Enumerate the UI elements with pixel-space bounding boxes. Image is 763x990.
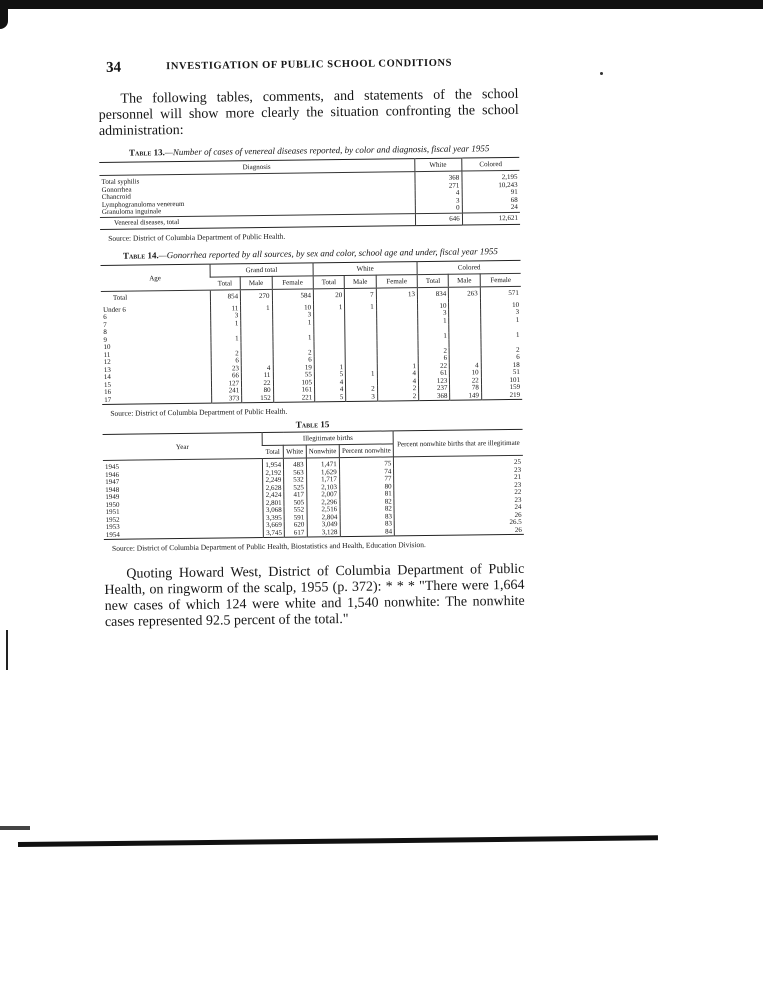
cell-total: 2,801 bbox=[263, 499, 284, 507]
cell-nonwhite: 2,296 bbox=[306, 499, 339, 507]
cell-percent: 84 bbox=[340, 528, 395, 537]
cell-white: 368 bbox=[414, 171, 461, 183]
cell-pct_illeg: 26 bbox=[394, 511, 523, 520]
table-cell: 1 bbox=[210, 320, 241, 328]
page-header bbox=[98, 53, 518, 80]
table14-subheader: Total bbox=[417, 274, 448, 287]
table-cell: 10 bbox=[450, 369, 481, 377]
table-cell: 22 bbox=[450, 377, 481, 385]
row-label: 11 bbox=[103, 350, 111, 359]
table-cell: 2 bbox=[273, 349, 315, 357]
cell-total: 1,954 bbox=[262, 458, 283, 469]
cell-total: 2,249 bbox=[263, 477, 284, 485]
total-cell: 13 bbox=[376, 288, 418, 300]
cell-percent: 75 bbox=[339, 457, 394, 469]
total-cell: 571 bbox=[480, 286, 521, 297]
row-year: 1945 bbox=[104, 462, 120, 471]
table-cell: 1 bbox=[346, 371, 377, 379]
cell-percent: 74 bbox=[339, 468, 394, 476]
cell-white: 617 bbox=[284, 529, 307, 537]
row-label: Chancroid bbox=[101, 192, 131, 201]
table-cell: 3 bbox=[418, 310, 449, 318]
cell-percent: 82 bbox=[340, 505, 395, 513]
table-cell: 101 bbox=[481, 376, 522, 384]
row-label: 15 bbox=[103, 380, 112, 389]
row-label: Gonorrhea bbox=[101, 185, 132, 194]
table14-label: Table 14. bbox=[122, 250, 159, 261]
row-label: 9 bbox=[103, 335, 107, 344]
total-label: Venereal diseases, total bbox=[100, 213, 415, 229]
row-year: 1951 bbox=[105, 507, 120, 516]
table15-header-white: White bbox=[283, 445, 306, 458]
table13-label: Table 13. bbox=[128, 147, 165, 158]
table15-header-percent-illegitimate: Percent nonwhite births that are illegitimate bbox=[393, 429, 522, 457]
table-cell: 6 bbox=[418, 355, 449, 363]
table-cell: 241 bbox=[211, 387, 242, 395]
scan-bottom-border bbox=[18, 835, 658, 847]
cell-percent: 83 bbox=[340, 520, 395, 528]
cell-pct_illeg: 21 bbox=[394, 474, 523, 483]
table-cell: 4 bbox=[377, 370, 419, 378]
table-cell: 6 bbox=[273, 356, 315, 364]
total-white: 646 bbox=[415, 213, 462, 226]
cell-total: 3,068 bbox=[263, 507, 284, 515]
table-cell: 1 bbox=[418, 317, 449, 325]
table-cell: 4 bbox=[315, 386, 346, 394]
table15-header-year: Year bbox=[103, 433, 263, 461]
scan-speck bbox=[600, 72, 603, 75]
scan-top-border bbox=[0, 0, 763, 9]
cell-nonwhite: 3,128 bbox=[307, 529, 340, 537]
quote-paragraph: Quoting Howard West, District of Columbia Department of Public Health, on ringworm of the scalp, 1955 (p. 372): * * * "There were 1,664 new cases of which 124 were white and 1,540 nonwhite: The nonwhite cases represented 92.5 percent of the total." bbox=[104, 561, 525, 630]
total-cell: 263 bbox=[449, 287, 481, 298]
table15-source: Source: District of Columbia Department of Public Health, Biostatistics and Health, Education Division. bbox=[111, 540, 426, 553]
row-year: 1950 bbox=[105, 500, 120, 509]
table-cell: 22 bbox=[242, 379, 273, 387]
cell-nonwhite: 1,629 bbox=[306, 469, 339, 477]
cell-white: 3 bbox=[415, 197, 462, 205]
table-cell: 2 bbox=[346, 386, 377, 394]
table-cell: 149 bbox=[450, 392, 482, 400]
table-cell: 11 bbox=[210, 305, 241, 313]
cell-pct_illeg: 24 bbox=[394, 504, 523, 513]
table-cell: 22 bbox=[418, 362, 449, 370]
cell-pct_illeg: 25 bbox=[394, 455, 523, 468]
row-label: 10 bbox=[103, 342, 111, 351]
table-cell: 161 bbox=[273, 386, 315, 394]
table13-header-diagnosis: Diagnosis bbox=[99, 159, 414, 176]
table-cell: 4 bbox=[450, 362, 481, 370]
cell-percent: 82 bbox=[340, 498, 395, 506]
table14-subheader: Male bbox=[344, 275, 376, 288]
table14-header-white: White bbox=[313, 262, 417, 276]
cell-white: 563 bbox=[284, 469, 307, 477]
cell-pct_illeg: 23 bbox=[394, 496, 523, 505]
total-label: Total bbox=[112, 293, 128, 302]
table-cell: 105 bbox=[273, 379, 315, 387]
cell-total: 3,669 bbox=[263, 522, 284, 530]
table-cell: 1 bbox=[345, 303, 376, 311]
table-cell: 6 bbox=[481, 354, 522, 362]
table13-header-white: White bbox=[414, 158, 461, 172]
cell-pct_illeg: 26.5 bbox=[394, 519, 523, 528]
cell-white: 4 bbox=[415, 190, 462, 198]
table-cell: 159 bbox=[481, 384, 522, 392]
table-cell: 2 bbox=[481, 346, 522, 354]
row-label: 8 bbox=[103, 327, 107, 336]
row-year: 1948 bbox=[105, 485, 120, 494]
cell-nonwhite: 1,717 bbox=[306, 476, 339, 484]
cell-nonwhite: 2,804 bbox=[307, 514, 340, 522]
row-label: 13 bbox=[103, 365, 111, 374]
cell-percent: 83 bbox=[340, 513, 395, 521]
cell-percent: 77 bbox=[339, 475, 394, 483]
table-cell: 368 bbox=[419, 392, 450, 400]
cell-colored: 91 bbox=[462, 189, 520, 197]
cell-total: 2,424 bbox=[263, 492, 284, 500]
table-cell: 10 bbox=[480, 301, 521, 309]
total-cell: 854 bbox=[210, 290, 241, 301]
table-cell: 19 bbox=[273, 364, 315, 372]
cell-colored: 10,243 bbox=[462, 181, 520, 189]
row-year: 1947 bbox=[105, 477, 120, 486]
total-cell: 834 bbox=[417, 287, 448, 298]
cell-white: 483 bbox=[284, 458, 307, 469]
table14-subheader: Female bbox=[272, 276, 314, 290]
table-cell: 11 bbox=[241, 372, 272, 380]
table-cell: 6 bbox=[211, 357, 242, 365]
cell-percent: 81 bbox=[340, 490, 395, 498]
cell-nonwhite: 2,007 bbox=[306, 491, 339, 499]
table-cell: 55 bbox=[273, 371, 315, 379]
cell-nonwhite: 2,103 bbox=[306, 484, 339, 492]
cell-colored: 24 bbox=[462, 204, 520, 213]
total-colored: 12,621 bbox=[462, 212, 520, 225]
row-label: 7 bbox=[103, 320, 107, 329]
row-label: 17 bbox=[104, 395, 112, 404]
table-cell: 2 bbox=[377, 385, 419, 393]
table15-header-nonwhite: Nonwhite bbox=[306, 445, 339, 458]
table-cell: 1 bbox=[211, 335, 242, 343]
table-cell: 10 bbox=[418, 302, 449, 310]
total-cell: 270 bbox=[240, 289, 272, 300]
table-cell: 3 bbox=[272, 311, 314, 319]
row-label: 6 bbox=[103, 312, 107, 321]
row-year: 1946 bbox=[105, 470, 120, 479]
cell-white: 591 bbox=[284, 514, 307, 522]
table-cell: 219 bbox=[481, 391, 522, 399]
table13 bbox=[99, 157, 520, 230]
table14-subheader: Female bbox=[376, 275, 418, 289]
total-cell: 7 bbox=[345, 288, 377, 299]
table-cell: 221 bbox=[273, 394, 315, 403]
cell-pct_illeg: 22 bbox=[394, 489, 523, 498]
table-cell: 1 bbox=[377, 363, 419, 371]
table-cell: 127 bbox=[211, 380, 242, 388]
cell-nonwhite: 3,049 bbox=[307, 521, 340, 529]
scan-edge-mark bbox=[0, 630, 8, 670]
table-cell: 1 bbox=[481, 331, 522, 339]
cell-white: 505 bbox=[284, 499, 307, 507]
table-cell: 2 bbox=[418, 347, 449, 355]
cell-nonwhite: 2,516 bbox=[307, 506, 340, 514]
table-cell: 80 bbox=[242, 387, 273, 395]
row-year: 1949 bbox=[105, 492, 120, 501]
cell-total: 3,745 bbox=[263, 529, 284, 537]
cell-total: 3,395 bbox=[263, 514, 284, 522]
table14-subheader: Male bbox=[449, 274, 481, 287]
cell-white: 552 bbox=[284, 506, 307, 514]
table-cell: 5 bbox=[315, 393, 346, 401]
table-cell: 1 bbox=[314, 363, 345, 371]
table14-subheader: Female bbox=[480, 273, 521, 286]
document-page bbox=[98, 53, 525, 631]
table-cell: 66 bbox=[211, 372, 242, 380]
table14-subheader: Male bbox=[240, 276, 272, 289]
cell-white: 271 bbox=[415, 182, 462, 190]
table14-caption bbox=[100, 246, 520, 261]
table-cell: 23 bbox=[211, 365, 242, 373]
table-cell: 373 bbox=[211, 395, 242, 403]
table13-header-colored: Colored bbox=[461, 157, 519, 171]
total-cell: 584 bbox=[272, 289, 314, 301]
table13-source: Source: District of Columbia Department of Public Health. bbox=[108, 231, 286, 243]
row-label: Lymphogranuloma venereum bbox=[101, 199, 185, 209]
cell-pct_illeg: 23 bbox=[394, 466, 523, 475]
table14-header-grand-total: Grand total bbox=[210, 263, 313, 277]
table-cell: 1 bbox=[418, 332, 449, 340]
cell-total: 2,192 bbox=[263, 469, 284, 477]
scan-bottom-left-mark bbox=[0, 826, 30, 830]
table-cell: 3 bbox=[346, 393, 378, 401]
row-label: Total syphilis bbox=[101, 177, 140, 186]
table15-header-total: Total bbox=[262, 445, 283, 458]
table14-subheader: Total bbox=[313, 276, 344, 289]
table14-header-age: Age bbox=[101, 264, 210, 291]
row-year: 1952 bbox=[105, 515, 120, 524]
table-cell: 2 bbox=[377, 393, 419, 402]
scan-corner-mark bbox=[0, 9, 8, 29]
table-cell: 3 bbox=[210, 312, 241, 320]
table-cell: 1 bbox=[272, 334, 314, 342]
total-cell: 20 bbox=[313, 289, 344, 300]
table15-header-percent-nonwhite: Percent nonwhite bbox=[339, 444, 394, 458]
table14-subheader: Total bbox=[210, 277, 241, 290]
table14-source: Source: District of Columbia Department of Public Health. bbox=[110, 406, 288, 418]
row-label: 12 bbox=[103, 357, 111, 366]
table-cell: 4 bbox=[241, 364, 272, 372]
table-cell: 51 bbox=[481, 369, 522, 377]
table-cell: 152 bbox=[242, 394, 274, 402]
table-cell: 237 bbox=[419, 385, 450, 393]
cell-total: 2,628 bbox=[263, 484, 284, 492]
table14-header-colored: Colored bbox=[417, 260, 521, 274]
table-cell: 4 bbox=[377, 378, 419, 386]
table-cell: 2 bbox=[211, 350, 242, 358]
table-cell: 10 bbox=[272, 304, 314, 312]
table-cell: 1 bbox=[241, 304, 272, 312]
intro-paragraph: The following tables, comments, and statements of the school personnel will show more clearly the situation confronting the school administration: bbox=[98, 86, 519, 139]
table-cell: 1 bbox=[272, 319, 314, 327]
cell-percent: 80 bbox=[339, 483, 394, 491]
row-year: 1954 bbox=[105, 530, 120, 539]
cell-white: 0 bbox=[415, 205, 462, 214]
table-cell: 1 bbox=[314, 304, 345, 312]
running-title: INVESTIGATION OF PUBLIC SCHOOL CONDITIONS bbox=[166, 57, 453, 73]
cell-white: 525 bbox=[284, 484, 307, 492]
table14 bbox=[101, 260, 523, 405]
table-cell: 18 bbox=[481, 361, 522, 369]
cell-white: 417 bbox=[284, 491, 307, 499]
cell-pct_illeg: 23 bbox=[394, 481, 523, 490]
page-number: 34 bbox=[106, 59, 122, 76]
table-cell: 123 bbox=[419, 377, 450, 385]
row-label: 16 bbox=[104, 387, 112, 396]
row-label: Under 6 bbox=[103, 305, 126, 314]
row-label: Granuloma inguinale bbox=[101, 207, 162, 216]
cell-colored: 68 bbox=[462, 196, 520, 204]
table13-caption bbox=[99, 143, 519, 158]
row-year: 1953 bbox=[105, 522, 120, 531]
table14-title: —Gonorrhea reported by all sources, by sex and color, school age and under, fiscal year 1955 bbox=[158, 246, 498, 261]
cell-pct_illeg: 26 bbox=[395, 526, 524, 536]
table15-header-illegitimate-births: Illegitimate births bbox=[262, 431, 393, 446]
cell-white: 532 bbox=[284, 476, 307, 484]
row-label: 14 bbox=[103, 372, 111, 381]
table-cell: 78 bbox=[450, 384, 481, 392]
table-cell: 3 bbox=[480, 309, 521, 317]
table-cell: 61 bbox=[418, 370, 449, 378]
table15 bbox=[103, 429, 524, 540]
cell-white: 620 bbox=[284, 521, 307, 529]
table15-label: Table 15 bbox=[295, 419, 330, 430]
cell-nonwhite: 1,471 bbox=[306, 458, 339, 469]
table13-title: —Number of cases of venereal diseases reported, by color and diagnosis, fiscal year 1955 bbox=[164, 143, 490, 158]
table-cell: 1 bbox=[480, 316, 521, 324]
table-cell: 4 bbox=[314, 378, 345, 386]
table-cell: 5 bbox=[314, 371, 345, 379]
cell-colored: 2,195 bbox=[462, 170, 520, 182]
